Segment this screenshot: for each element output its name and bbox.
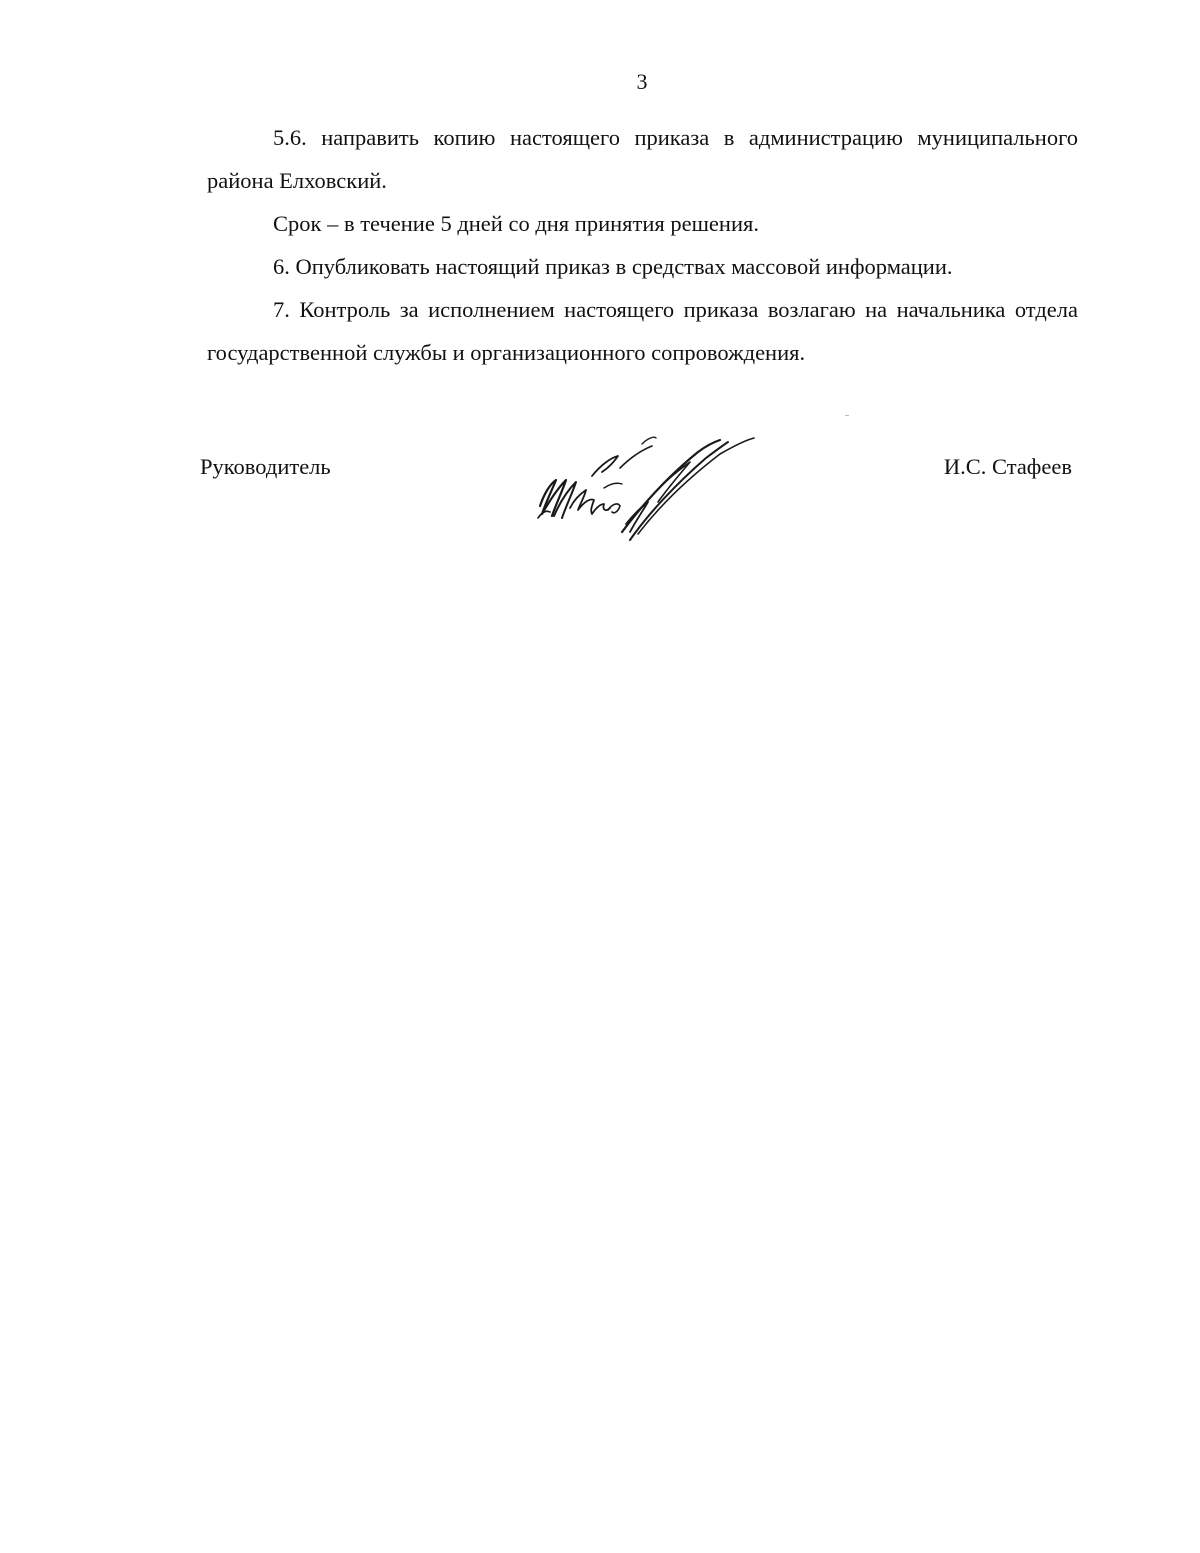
paragraph-5-6: 5.6. направить копию настоящего приказа в администрацию муниципального района Елховский. [207, 125, 1078, 193]
paragraph-7: 7. Контроль за исполнением настоящего приказа возлагаю на начальника отдела государственной службы и организационного сопровождения. [207, 297, 1078, 365]
page-number: 3 [636, 69, 648, 94]
document-body [207, 116, 1078, 374]
paragraph-deadline: Срок – в течение 5 дней со дня принятия решения. [273, 211, 759, 236]
signer-name: И.С. Стафеев [943, 454, 1072, 479]
signer-position: Руководитель [200, 454, 331, 479]
scan-artifact [845, 415, 849, 416]
paragraph-6: 6. Опубликовать настоящий приказ в средствах массовой информации. [273, 254, 953, 279]
handwritten-signature-icon [530, 428, 760, 546]
